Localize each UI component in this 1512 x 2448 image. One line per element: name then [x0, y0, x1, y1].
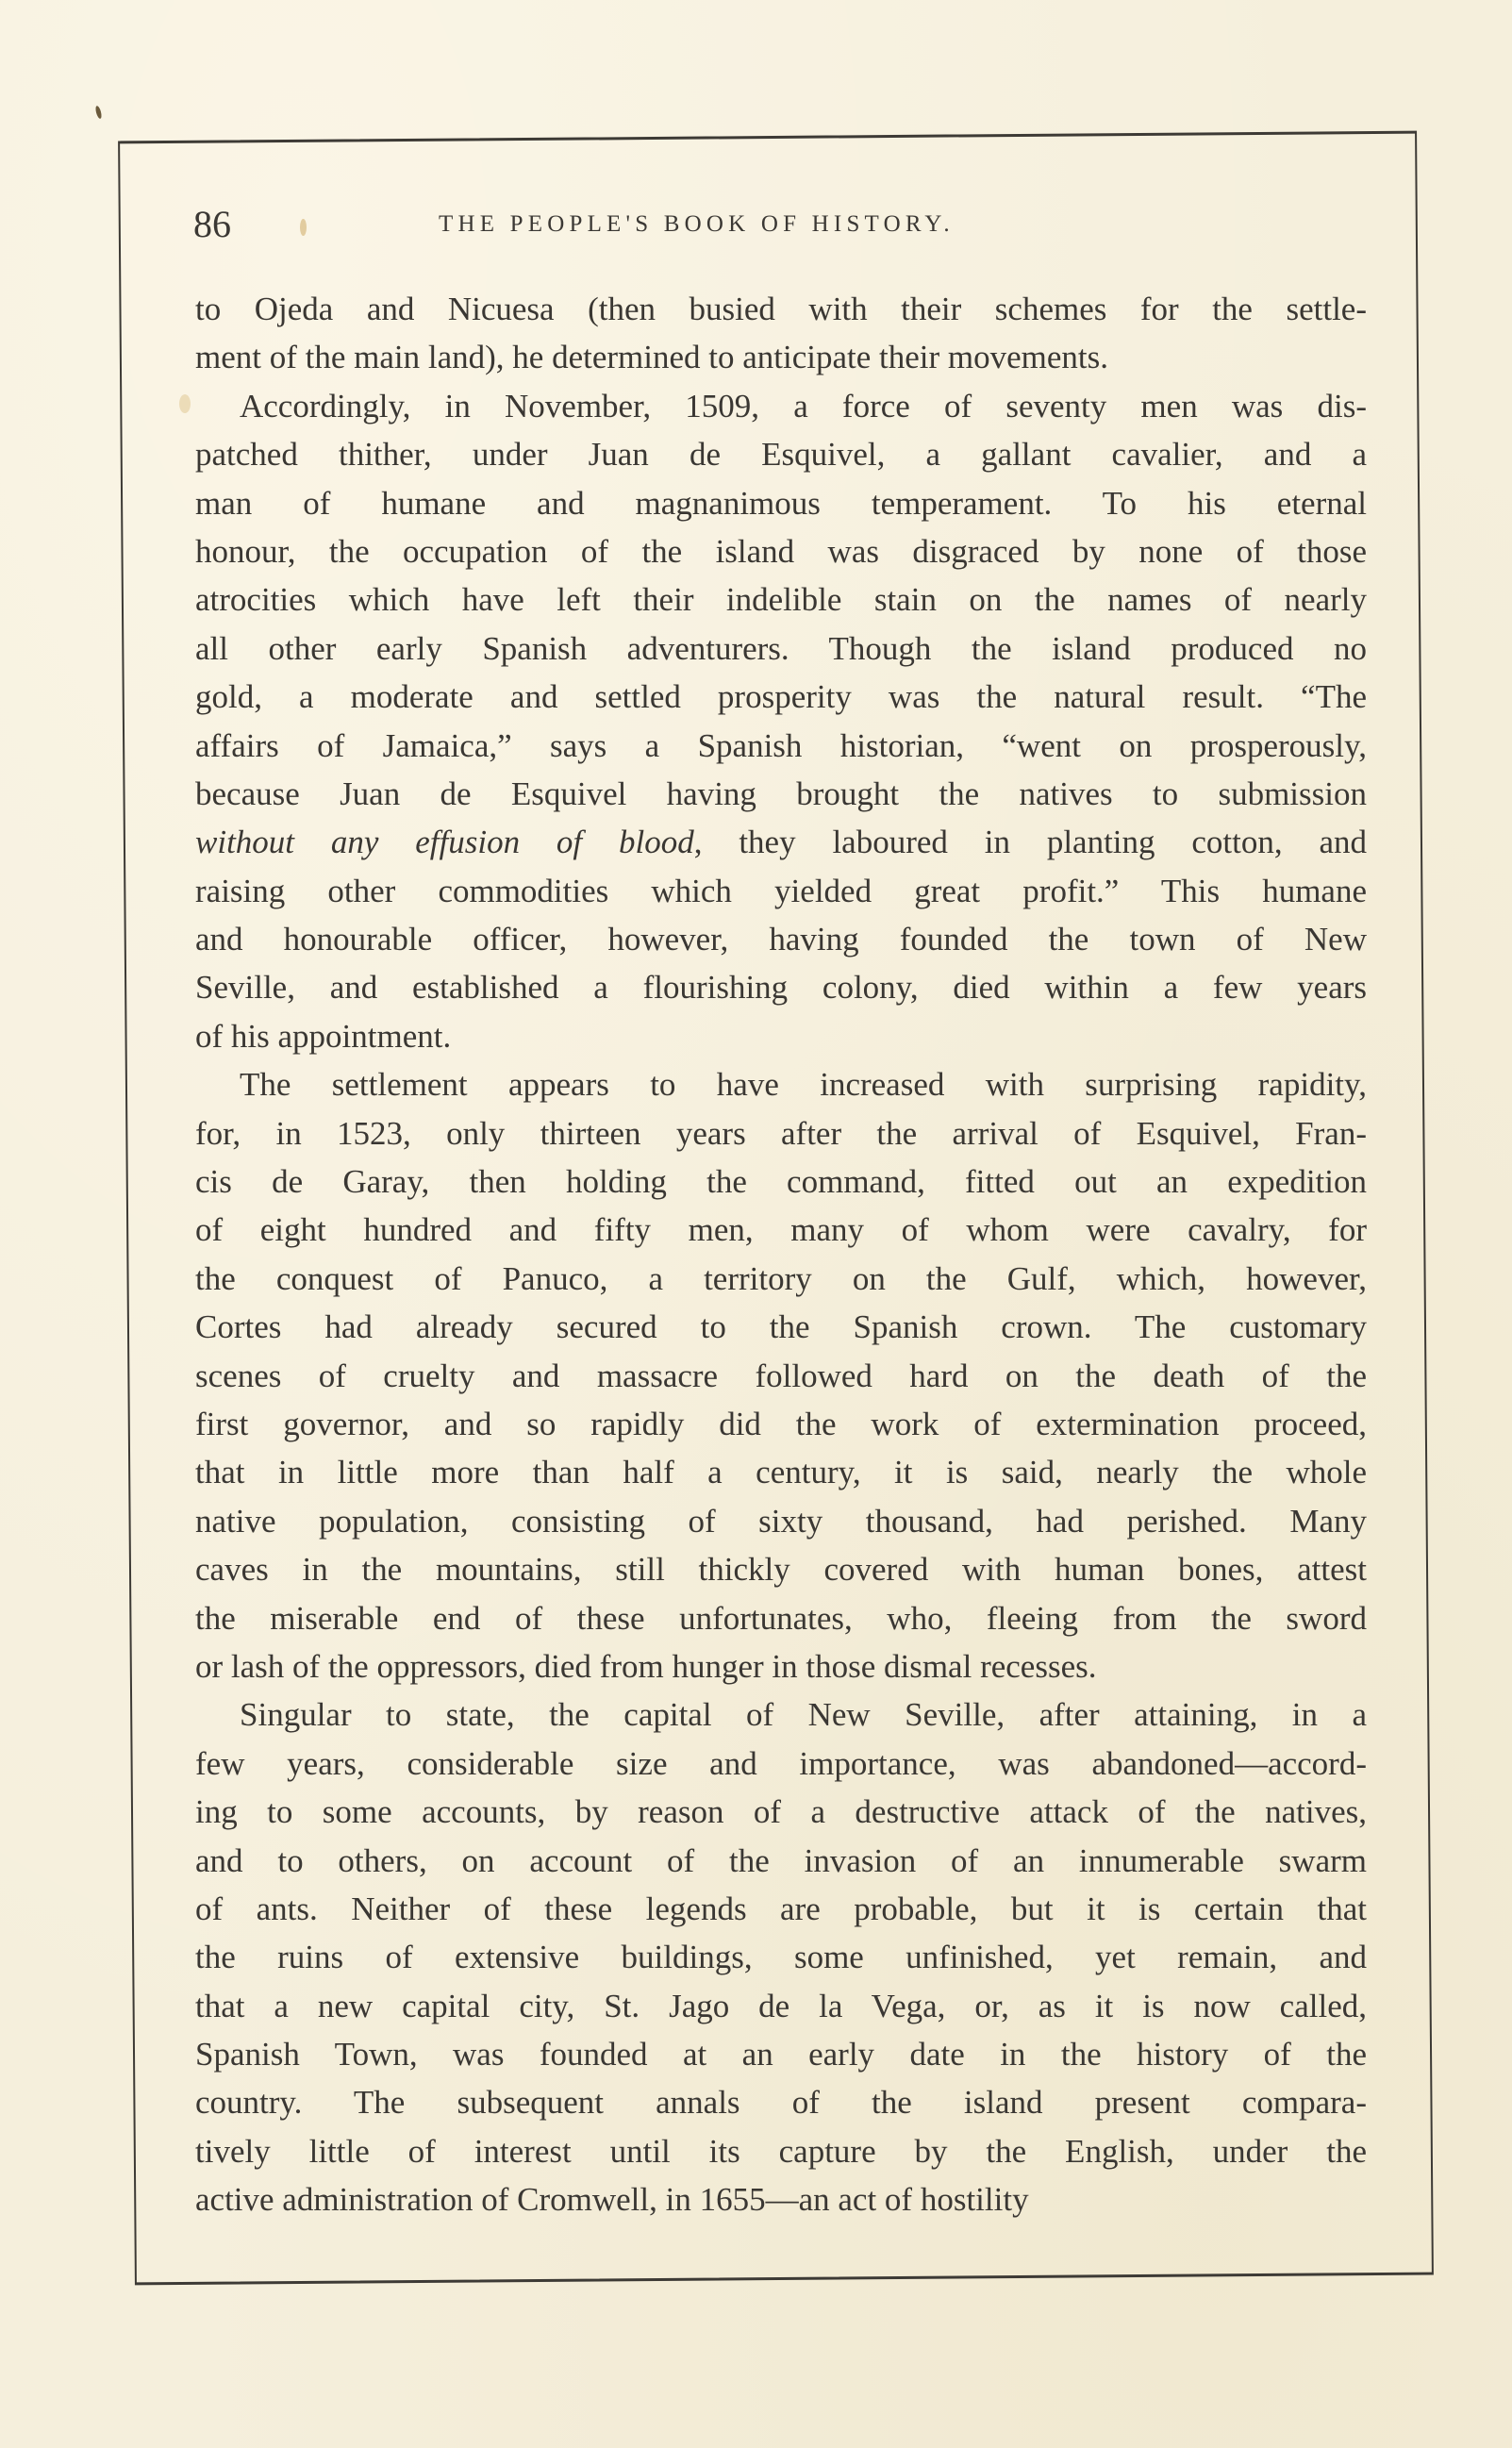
text-line	[195, 770, 1367, 818]
line-text: to Ojeda and Nicuesa (then busied with their schemes for the settle-	[195, 291, 1367, 327]
line-text: scenes of cruelty and massacre followed hard on the death of the	[195, 1357, 1367, 1394]
line-text: atrocities which have left their indelible stain on the names of nearly	[195, 581, 1367, 619]
line-text: or lash of the oppressors, died from hunger in those dismal recesses.	[195, 1647, 1097, 1685]
text-line	[195, 867, 1367, 915]
line-text: of eight hundred and fifty men, many of whom were cavalry, for	[195, 1211, 1367, 1249]
text-line	[195, 575, 1367, 624]
text-line	[195, 1400, 1367, 1448]
text-line	[195, 479, 1367, 527]
line-text: gold, a moderate and settled prosperity was the natural result. “The	[195, 678, 1367, 716]
line-text: of his appointment.	[195, 1017, 452, 1055]
text-line	[195, 963, 1367, 1011]
line-text: ment of the main land), he determined to anticipate their movements.	[195, 339, 1109, 376]
line-text: ing to some accounts, by reason of a destructive attack of the natives,	[195, 1793, 1367, 1831]
text-line	[195, 2175, 1367, 2223]
text-line	[195, 673, 1367, 721]
text-line	[195, 1012, 1367, 1060]
text-line	[195, 1060, 1367, 1108]
line-text: patched thither, under Juan de Esquivel, a gallant cavalier, and a	[195, 436, 1367, 474]
text-line	[195, 1740, 1367, 1788]
line-text: Cortes had already secured to the Spanish crown. The customary	[195, 1308, 1367, 1346]
line-text: the conquest of Panuco, a territory on the Gulf, which, however,	[195, 1259, 1367, 1297]
running-title: THE PEOPLE'S BOOK OF HISTORY.	[439, 211, 955, 237]
line-text: , they laboured in planting cotton, and	[693, 824, 1367, 861]
italic-emphasis: without any effusion of blood	[195, 824, 694, 861]
text-line	[195, 1885, 1367, 1933]
line-text: caves in the mountains, still thickly covered with human bones, attest	[195, 1551, 1367, 1589]
line-text: man of humane and magnanimous temperament. To his eternal	[195, 484, 1367, 522]
line-text: raising other commodities which yielded great profit.” This humane	[195, 872, 1367, 909]
line-text: honour, the occupation of the island was disgraced by none of those	[195, 532, 1367, 570]
text-line	[195, 1982, 1367, 2030]
text-line	[195, 722, 1367, 770]
text-line	[195, 333, 1367, 381]
line-text: tively little of interest until its capture by the English, under the	[195, 2132, 1367, 2170]
line-text: Seville, and established a flourishing colony, died within a few years	[195, 969, 1367, 1007]
text-line	[195, 1448, 1367, 1496]
running-head	[193, 200, 1231, 245]
text-line	[195, 1157, 1367, 1206]
text-line	[195, 1255, 1367, 1303]
text-line	[195, 285, 1367, 333]
text-line	[195, 430, 1367, 478]
line-text: The settlement appears to have increased with surprising rapidity,	[240, 1066, 1367, 1104]
line-text: native population, consisting of sixty thousand, had perished. Many	[195, 1502, 1367, 1540]
text-line	[195, 1788, 1367, 1836]
line-text: of ants. Neither of these legends are probable, but it is certain that	[195, 1890, 1367, 1927]
text-line	[195, 1109, 1367, 1157]
text-line	[195, 1206, 1367, 1254]
text-line	[195, 1303, 1367, 1351]
line-text: because Juan de Esquivel having brought the natives to submission	[195, 774, 1367, 812]
text-line	[195, 1933, 1367, 1981]
line-text: for, in 1523, only thirteen years after the arrival of Esquivel, Fran-	[195, 1114, 1367, 1152]
line-text: all other early Spanish adventurers. Though the island produced no	[195, 629, 1367, 667]
paper-speck	[94, 106, 102, 120]
text-line	[195, 1497, 1367, 1545]
line-text: first governor, and so rapidly did the work of extermination proceed,	[195, 1405, 1367, 1442]
line-text: the miserable end of these unfortunates, who, fleeing from the sword	[195, 1599, 1367, 1637]
line-text: Spanish Town, was founded at an early date in the history of the	[195, 2036, 1367, 2073]
body-text	[195, 285, 1367, 2224]
text-line	[195, 818, 1367, 866]
line-text: that in little more than half a century, it is said, nearly the whole	[195, 1454, 1367, 1491]
text-line	[195, 1642, 1367, 1690]
text-line	[195, 2127, 1367, 2175]
text-line	[195, 1594, 1367, 1642]
page-number: 86	[193, 203, 231, 245]
text-line	[195, 527, 1367, 575]
line-text: that a new capital city, St. Jago de la Vega, or, as it is now called,	[195, 1987, 1367, 2024]
line-text: and honourable officer, however, having founded the town of New	[195, 921, 1367, 958]
line-text: affairs of Jamaica,” says a Spanish historian, “went on prosperously,	[195, 726, 1367, 764]
text-line	[195, 1837, 1367, 1885]
line-text: few years, considerable size and importance, was abandoned—accord-	[195, 1744, 1367, 1782]
line-text: active administration of Cromwell, in 1655—an act of hostility	[195, 2181, 1029, 2219]
text-line	[195, 2078, 1367, 2126]
text-line	[195, 382, 1367, 430]
line-text: Singular to state, the capital of New Seville, after attaining, in a	[240, 1696, 1367, 1734]
text-line	[195, 1352, 1367, 1400]
line-text: country. The subsequent annals of the island present compara-	[195, 2084, 1367, 2122]
text-line	[195, 2030, 1367, 2078]
line-text: cis de Garay, then holding the command, fitted out an expedition	[195, 1163, 1367, 1201]
text-line	[195, 915, 1367, 963]
line-text: Accordingly, in November, 1509, a force of seventy men was dis-	[240, 387, 1367, 425]
line-text: the ruins of extensive buildings, some unfinished, yet remain, and	[195, 1939, 1367, 1976]
text-line	[195, 1545, 1367, 1593]
text-line	[195, 624, 1367, 673]
text-line	[195, 1690, 1367, 1739]
line-text: and to others, on account of the invasion of an innumerable swarm	[195, 1841, 1367, 1879]
